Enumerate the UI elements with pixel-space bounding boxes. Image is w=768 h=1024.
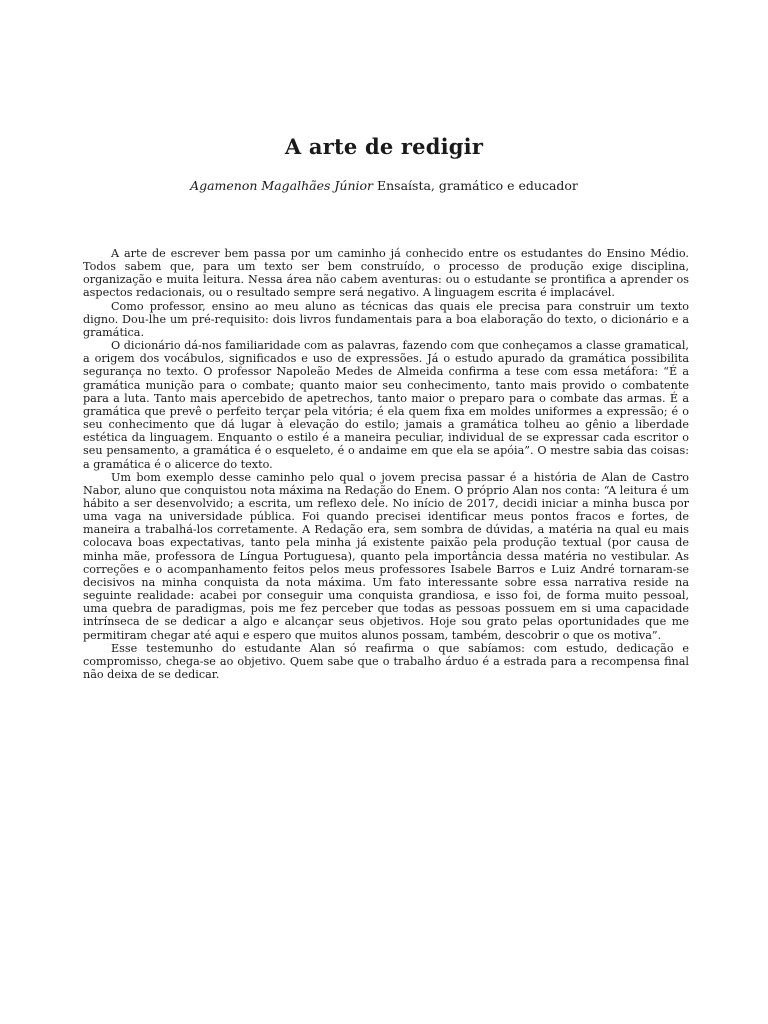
paragraph: Esse testemunho do estudante Alan só reafirma o que sabíamos: com estudo, dedicação e compromisso, chega-se ao objetivo. Quem sabe que o trabalho árduo é a estrada para a recompensa final não deixa de se dedicar. (83, 641, 689, 681)
author-role: Ensaísta, gramático e educador (377, 178, 578, 193)
article-body (83, 247, 689, 681)
paragraph: Como professor, ensino ao meu aluno as técnicas das quais ele precisa para construir um texto digno. Dou-lhe um pré-requisito: dois livros fundamentais para a boa elaboração do texto, o dicionário e a gramática. (83, 299, 689, 339)
author-name: Agamenon Magalhães Júnior (190, 178, 374, 193)
document-title: A arte de redigir (284, 134, 484, 159)
paragraph: Um bom exemplo desse caminho pelo qual o jovem precisa passar é a história de Alan de Castro Nabor, aluno que conquistou nota máxima na Redação do Enem. O próprio Alan nos conta: “A leitura é um hábito a ser desenvolvido; a escrita, um reflexo dele. No início de 2017, decidi iniciar a minha busca por uma vaga na universidade pública. Foi quando precisei identificar meus pontos fracos e fortes, de maneira a trabalhá-los corretamente. A Redação era, sem sombra de dúvidas, a matéria na qual eu mais colocava boas expectativas, tanto pela minha já existente paixão pela produção textual (por causa de minha mãe, professora de Língua Portuguesa), quanto pela importância dessa matéria no vestibular. As correções e o acompanhamento feitos pelos meus professores Isabele Barros e Luiz André tornaram-se decisivos na minha conquista da nota máxima. Um fato interessante sobre essa narrativa reside na seguinte realidade: acabei por conseguir uma conquista grandiosa, e isso foi, de forma muito pessoal, uma quebra de paradigmas, pois me fez perceber que todas as pessoas possuem em si uma capacidade intrínseca de se dedicar a algo e alcançar seus objetivos. Hoje sou grato pelas oportunidades que me permitiram chegar até aqui e espero que muitos alunos possam, também, descobrir o que os motiva”. (83, 470, 689, 642)
byline (0, 178, 768, 193)
paragraph: O dicionário dá-nos familiaridade com as palavras, fazendo com que conheçamos a classe gramatical, a origem dos vocábulos, significados e uso de expressões. Já o estudo apurado da gramática possibilita segurança no texto. O professor Napoleão Medes de Almeida confirma a tese com essa metáfora: “É a gramática munição para o combate; quanto maior seu conhecimento, tanto mais provido o combatente para a luta. Tanto mais apercebido de apetrechos, tanto maior o preparo para o combate das armas. É a gramática que prevê o perfeito terçar pela vitória; é ela quem fixa em moldes uniformes a expressão; é o seu conhecimento que dá lugar à elevação do estilo; jamais a gramática tolheu ao gênio a liberdade estética da linguagem. Enquanto o estilo é a maneira peculiar, individual de se expressar cada escritor o seu pensamento, a gramática é o esqueleto, é o andaime em que ela se apóia”. O mestre sabia das coisas: a gramática é o alicerce do texto. (83, 339, 689, 471)
paragraph: A arte de escrever bem passa por um caminho já conhecido entre os estudantes do Ensino Médio. Todos sabem que, para um texto ser bem construído, o processo de produção exige disciplina, organização e muita leitura. Nessa área não cabem aventuras: ou o estudante se prontifica a aprender os aspectos redacionais, ou o resultado sempre será negativo. A linguagem escrita é implacável. (83, 247, 689, 300)
